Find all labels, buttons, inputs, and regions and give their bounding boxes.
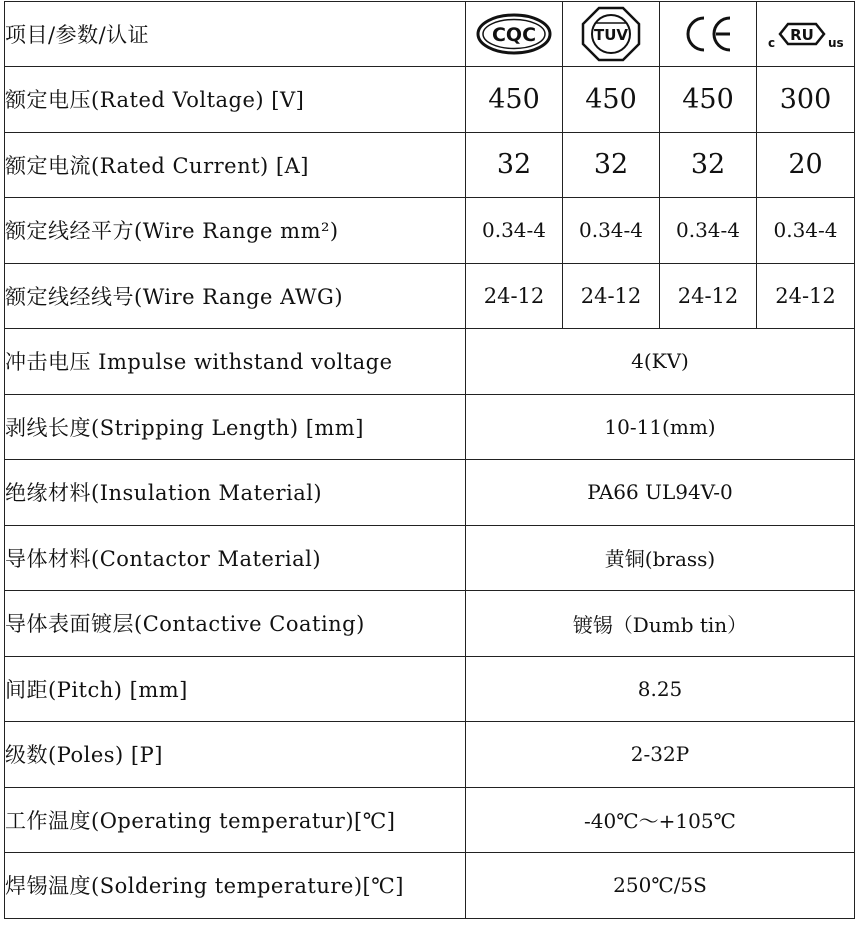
- svg-text:CQC: CQC: [491, 24, 537, 46]
- row-value: PA66 UL94V-0: [466, 460, 855, 526]
- ce-logo-icon: [680, 14, 736, 54]
- tuv-value: 0.34-4: [563, 198, 660, 264]
- row-label: 工作温度(Operating temperatur)[℃]: [5, 787, 466, 853]
- svg-text:RU: RU: [789, 26, 814, 44]
- row-label: 绝缘材料(Insulation Material): [5, 460, 466, 526]
- impulse-voltage-row: [5, 329, 855, 395]
- tuv-logo-icon: [581, 6, 641, 62]
- svg-text:c: c: [767, 36, 775, 50]
- row-value: 10-11(mm): [466, 394, 855, 460]
- tuv-logo-cell: [563, 2, 660, 67]
- row-value: 8.25: [466, 656, 855, 722]
- tuv-value: 32: [563, 132, 660, 198]
- wire-range-mm2-row: [5, 198, 855, 264]
- rated-current-row: [5, 132, 855, 198]
- ul-value: 24-12: [757, 263, 855, 329]
- row-label: 导体材料(Contactor Material): [5, 525, 466, 591]
- row-label: 额定线经平方(Wire Range mm²): [5, 198, 466, 264]
- ce-value: 32: [660, 132, 757, 198]
- ul-value: 0.34-4: [757, 198, 855, 264]
- soldering-temperature-row: [5, 853, 855, 919]
- row-value: -40℃～+105℃: [466, 787, 855, 853]
- ce-value: 24-12: [660, 263, 757, 329]
- row-label: 剥线长度(Stripping Length) [mm]: [5, 394, 466, 460]
- cqc-value: 0.34-4: [466, 198, 563, 264]
- row-label: 导体表面镀层(Contactive Coating): [5, 591, 466, 657]
- row-label: 冲击电压 Impulse withstand voltage: [5, 329, 466, 395]
- rated-voltage-row: [5, 67, 855, 133]
- row-label: 额定线经线号(Wire Range AWG): [5, 263, 466, 329]
- cqc-value: 450: [466, 67, 563, 133]
- cul-us-logo-icon: [764, 14, 848, 54]
- tuv-value: 450: [563, 67, 660, 133]
- row-value: 250℃/5S: [466, 853, 855, 919]
- ce-value: 0.34-4: [660, 198, 757, 264]
- wire-range-awg-row: [5, 263, 855, 329]
- cqc-logo-cell: [466, 2, 563, 67]
- stripping-length-row: [5, 394, 855, 460]
- header-label: 项目/参数/认证: [5, 2, 466, 67]
- svg-text:us: us: [827, 36, 844, 50]
- row-value: 黄铜(brass): [466, 525, 855, 591]
- spec-table: [4, 1, 855, 919]
- ul-value: 300: [757, 67, 855, 133]
- cqc-value: 24-12: [466, 263, 563, 329]
- ul-value: 20: [757, 132, 855, 198]
- svg-text:TUV: TUV: [593, 26, 629, 44]
- row-value: 4(KV): [466, 329, 855, 395]
- cqc-logo-icon: [475, 12, 553, 56]
- row-label: 级数(Poles) [P]: [5, 722, 466, 788]
- row-value: 镀锡（Dumb tin）: [466, 591, 855, 657]
- row-label: 间距(Pitch) [mm]: [5, 656, 466, 722]
- tuv-value: 24-12: [563, 263, 660, 329]
- row-label: 焊锡温度(Soldering temperature)[℃]: [5, 853, 466, 919]
- cqc-value: 32: [466, 132, 563, 198]
- ce-logo-cell: [660, 2, 757, 67]
- ce-value: 450: [660, 67, 757, 133]
- row-value: 2-32P: [466, 722, 855, 788]
- operating-temperature-row: [5, 787, 855, 853]
- row-label: 额定电压(Rated Voltage) [V]: [5, 67, 466, 133]
- contactive-coating-row: [5, 591, 855, 657]
- header-row: [5, 2, 855, 67]
- poles-row: [5, 722, 855, 788]
- contactor-material-row: [5, 525, 855, 591]
- pitch-row: [5, 656, 855, 722]
- row-label: 额定电流(Rated Current) [A]: [5, 132, 466, 198]
- insulation-material-row: [5, 460, 855, 526]
- cul-us-logo-cell: [757, 2, 855, 67]
